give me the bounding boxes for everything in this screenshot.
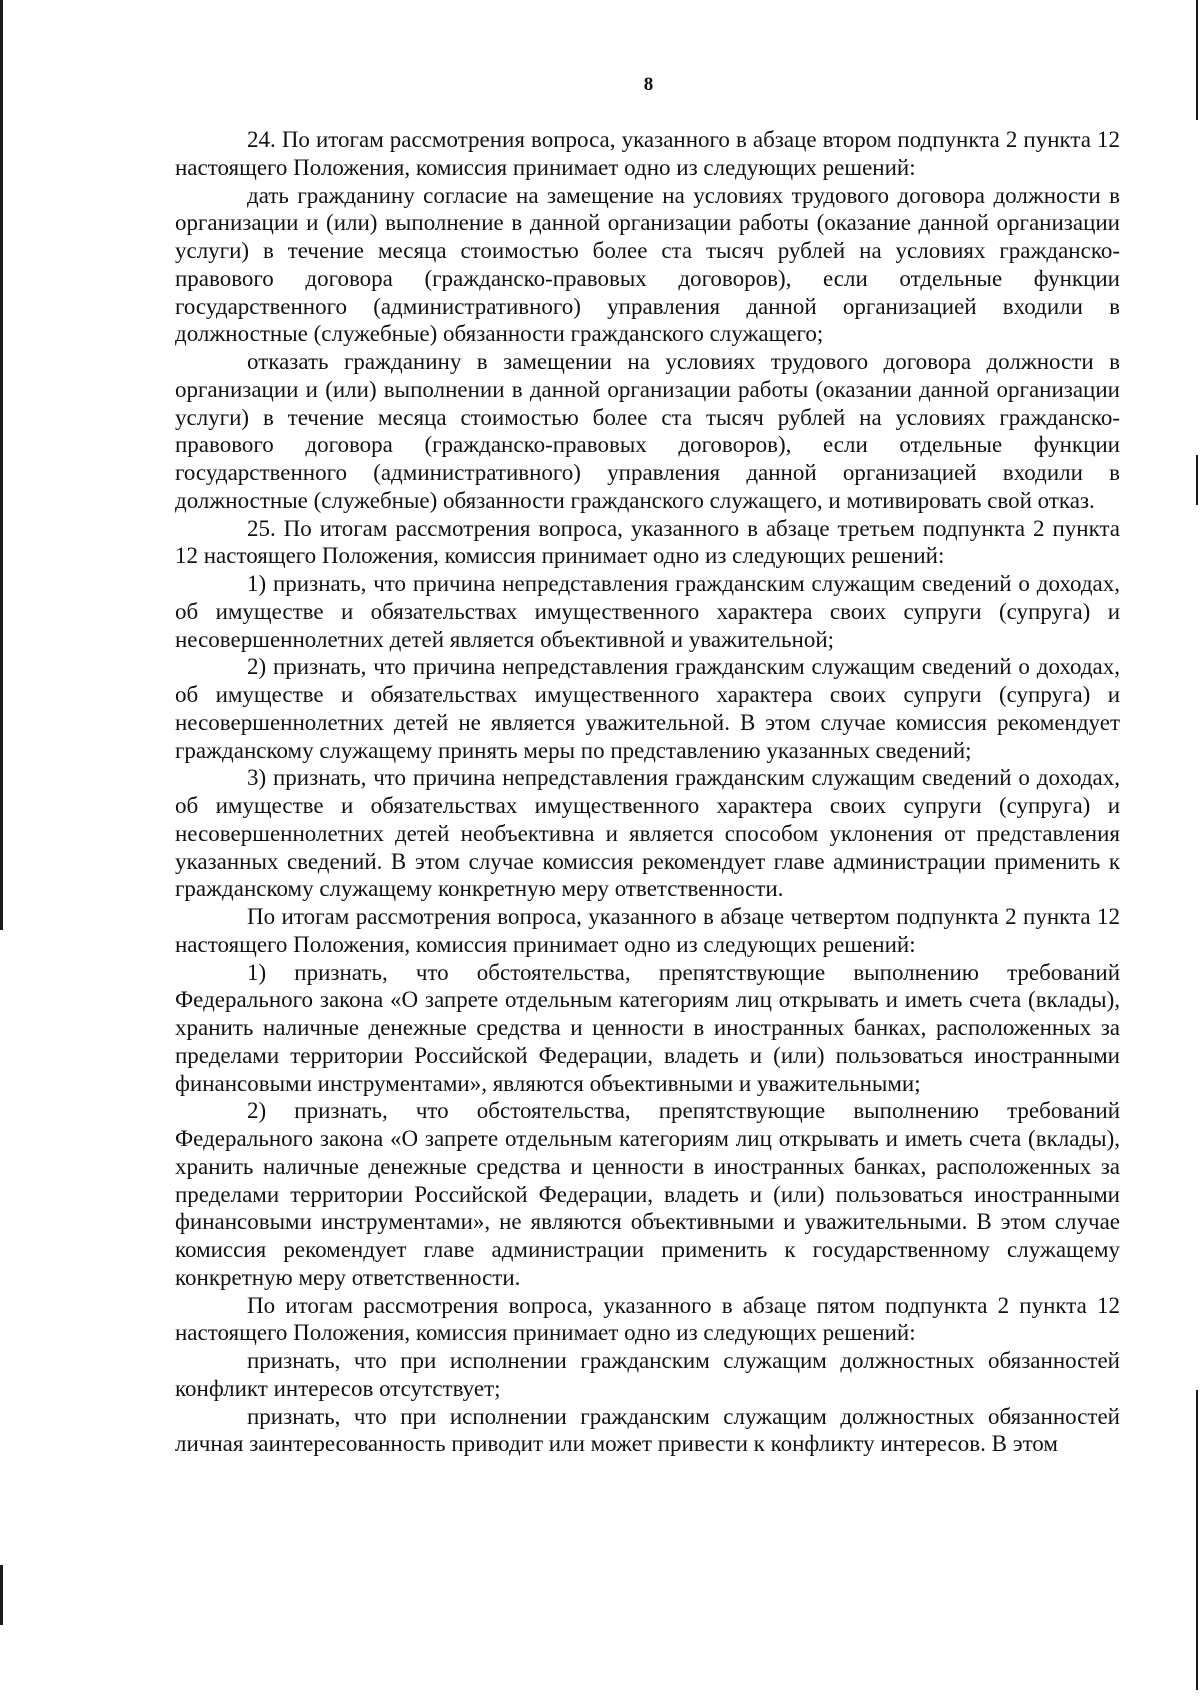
scan-edge-left	[0, 0, 3, 930]
scan-edge-left-lower	[0, 1565, 3, 1625]
paragraph-abzac-4-item-2: 2) признать, что обстоятельства, препятствующие выполнению требований Федерального закона «О запрете отдельным категориям лиц открывать и иметь счета (вклады), хранить наличные денежные средства и ценности в иностранных банках, расположенных за пределами территории Российской Федерации, владеть и (или) пользоваться иностранными финансовыми инструментами», не являются объективными и уважительными. В этом случае комиссия рекомендует главе администрации применить к государственному служащему конкретную меру ответственности.	[175, 1098, 1120, 1290]
document-body	[175, 126, 1120, 1458]
paragraph-25-item-1: 1) признать, что причина непредставления гражданским служащим сведений о доходах, об имуществе и обязательствах имущественного характера своих супруги (супруга) и несовершеннолетних детей является объективной и уважительной;	[175, 571, 1120, 652]
paragraph-25: 25. По итогам рассмотрения вопроса, указанного в абзаце третьем подпункта 2 пункта 12 настоящего Положения, комиссия принимает одно из следующих решений:	[175, 515, 1120, 569]
scan-edge-right-top	[1196, 0, 1198, 120]
paragraph-24-grant-consent: дать гражданину согласие на замещение на условиях трудового договора должности в организации и (или) выполнение в данной организации работы (оказание данной организации услуги) в течение месяца стоимостью более ста тысяч рублей на условиях гражданско-правового договора (гражданско-правовых договоров), если отдельные функции государственного (административного) управления данной организацией входили в должностные (служебные) обязанности гражданского служащего;	[175, 182, 1120, 347]
paragraph-abzac-4-item-1: 1) признать, что обстоятельства, препятствующие выполнению требований Федерального закона «О запрете отдельным категориям лиц открывать и иметь счета (вклады), хранить наличные денежные средства и ценности в иностранных банках, расположенных за пределами территории Российской Федерации, владеть и (или) пользоваться иностранными финансовыми инструментами», являются объективными и уважительными;	[175, 959, 1120, 1096]
paragraph-abzac-5-conflict: признать, что при исполнении гражданским служащим должностных обязанностей личная заинтересованность приводит или может привести к конфликту интересов. В этом	[175, 1403, 1120, 1457]
scan-edge-right-mid	[1196, 455, 1198, 505]
page-number: 8	[643, 74, 654, 95]
paragraph-25-item-2: 2) признать, что причина непредставления гражданским служащим сведений о доходах, об имуществе и обязательствах имущественного характера своих супруги (супруга) и несовершеннолетних детей не является уважительной. В этом случае комиссия рекомендует гражданскому служащему принять меры по представлению указанных сведений;	[175, 654, 1120, 763]
paragraph-abzac-4: По итогам рассмотрения вопроса, указанного в абзаце четвертом подпункта 2 пункта 12 настоящего Положения, комиссия принимает одно из следующих решений:	[175, 904, 1120, 957]
paragraph-24: 24. По итогам рассмотрения вопроса, указанного в абзаце втором подпункта 2 пункта 12 настоящего Положения, комиссия принимает одно из следующих решений:	[175, 127, 1120, 180]
paragraph-24-refuse-consent: отказать гражданину в замещении на условиях трудового договора должности в организации и (или) выполнении в данной организации работы (оказании данной организации услуги) в течение месяца стоимостью более ста тысяч рублей на условиях гражданско-правового договора (гражданско-правовых договоров), если отдельные функции государственного (административного) управления данной организацией входили в должностные (служебные) обязанности гражданского служащего, и мотивировать свой отказ.	[175, 349, 1120, 513]
paragraph-abzac-5-no-conflict: признать, что при исполнении гражданским служащим должностных обязанностей конфликт интересов отсутствует;	[175, 1348, 1120, 1401]
paragraph-abzac-5: По итогам рассмотрения вопроса, указанного в абзаце пятом подпункта 2 пункта 12 настоящего Положения, комиссия принимает одно из следующих решений:	[175, 1292, 1120, 1346]
scan-edge-right-bottom	[1196, 1390, 1198, 1690]
paragraph-25-item-3: 3) признать, что причина непредставления гражданским служащим сведений о доходах, об имуществе и обязательствах имущественного характера своих супруги (супруга) и несовершеннолетних детей необъективна и является способом уклонения от представления указанных сведений. В этом случае комиссия рекомендует главе администрации применить к гражданскому служащему конкретную меру ответственности.	[175, 765, 1120, 902]
